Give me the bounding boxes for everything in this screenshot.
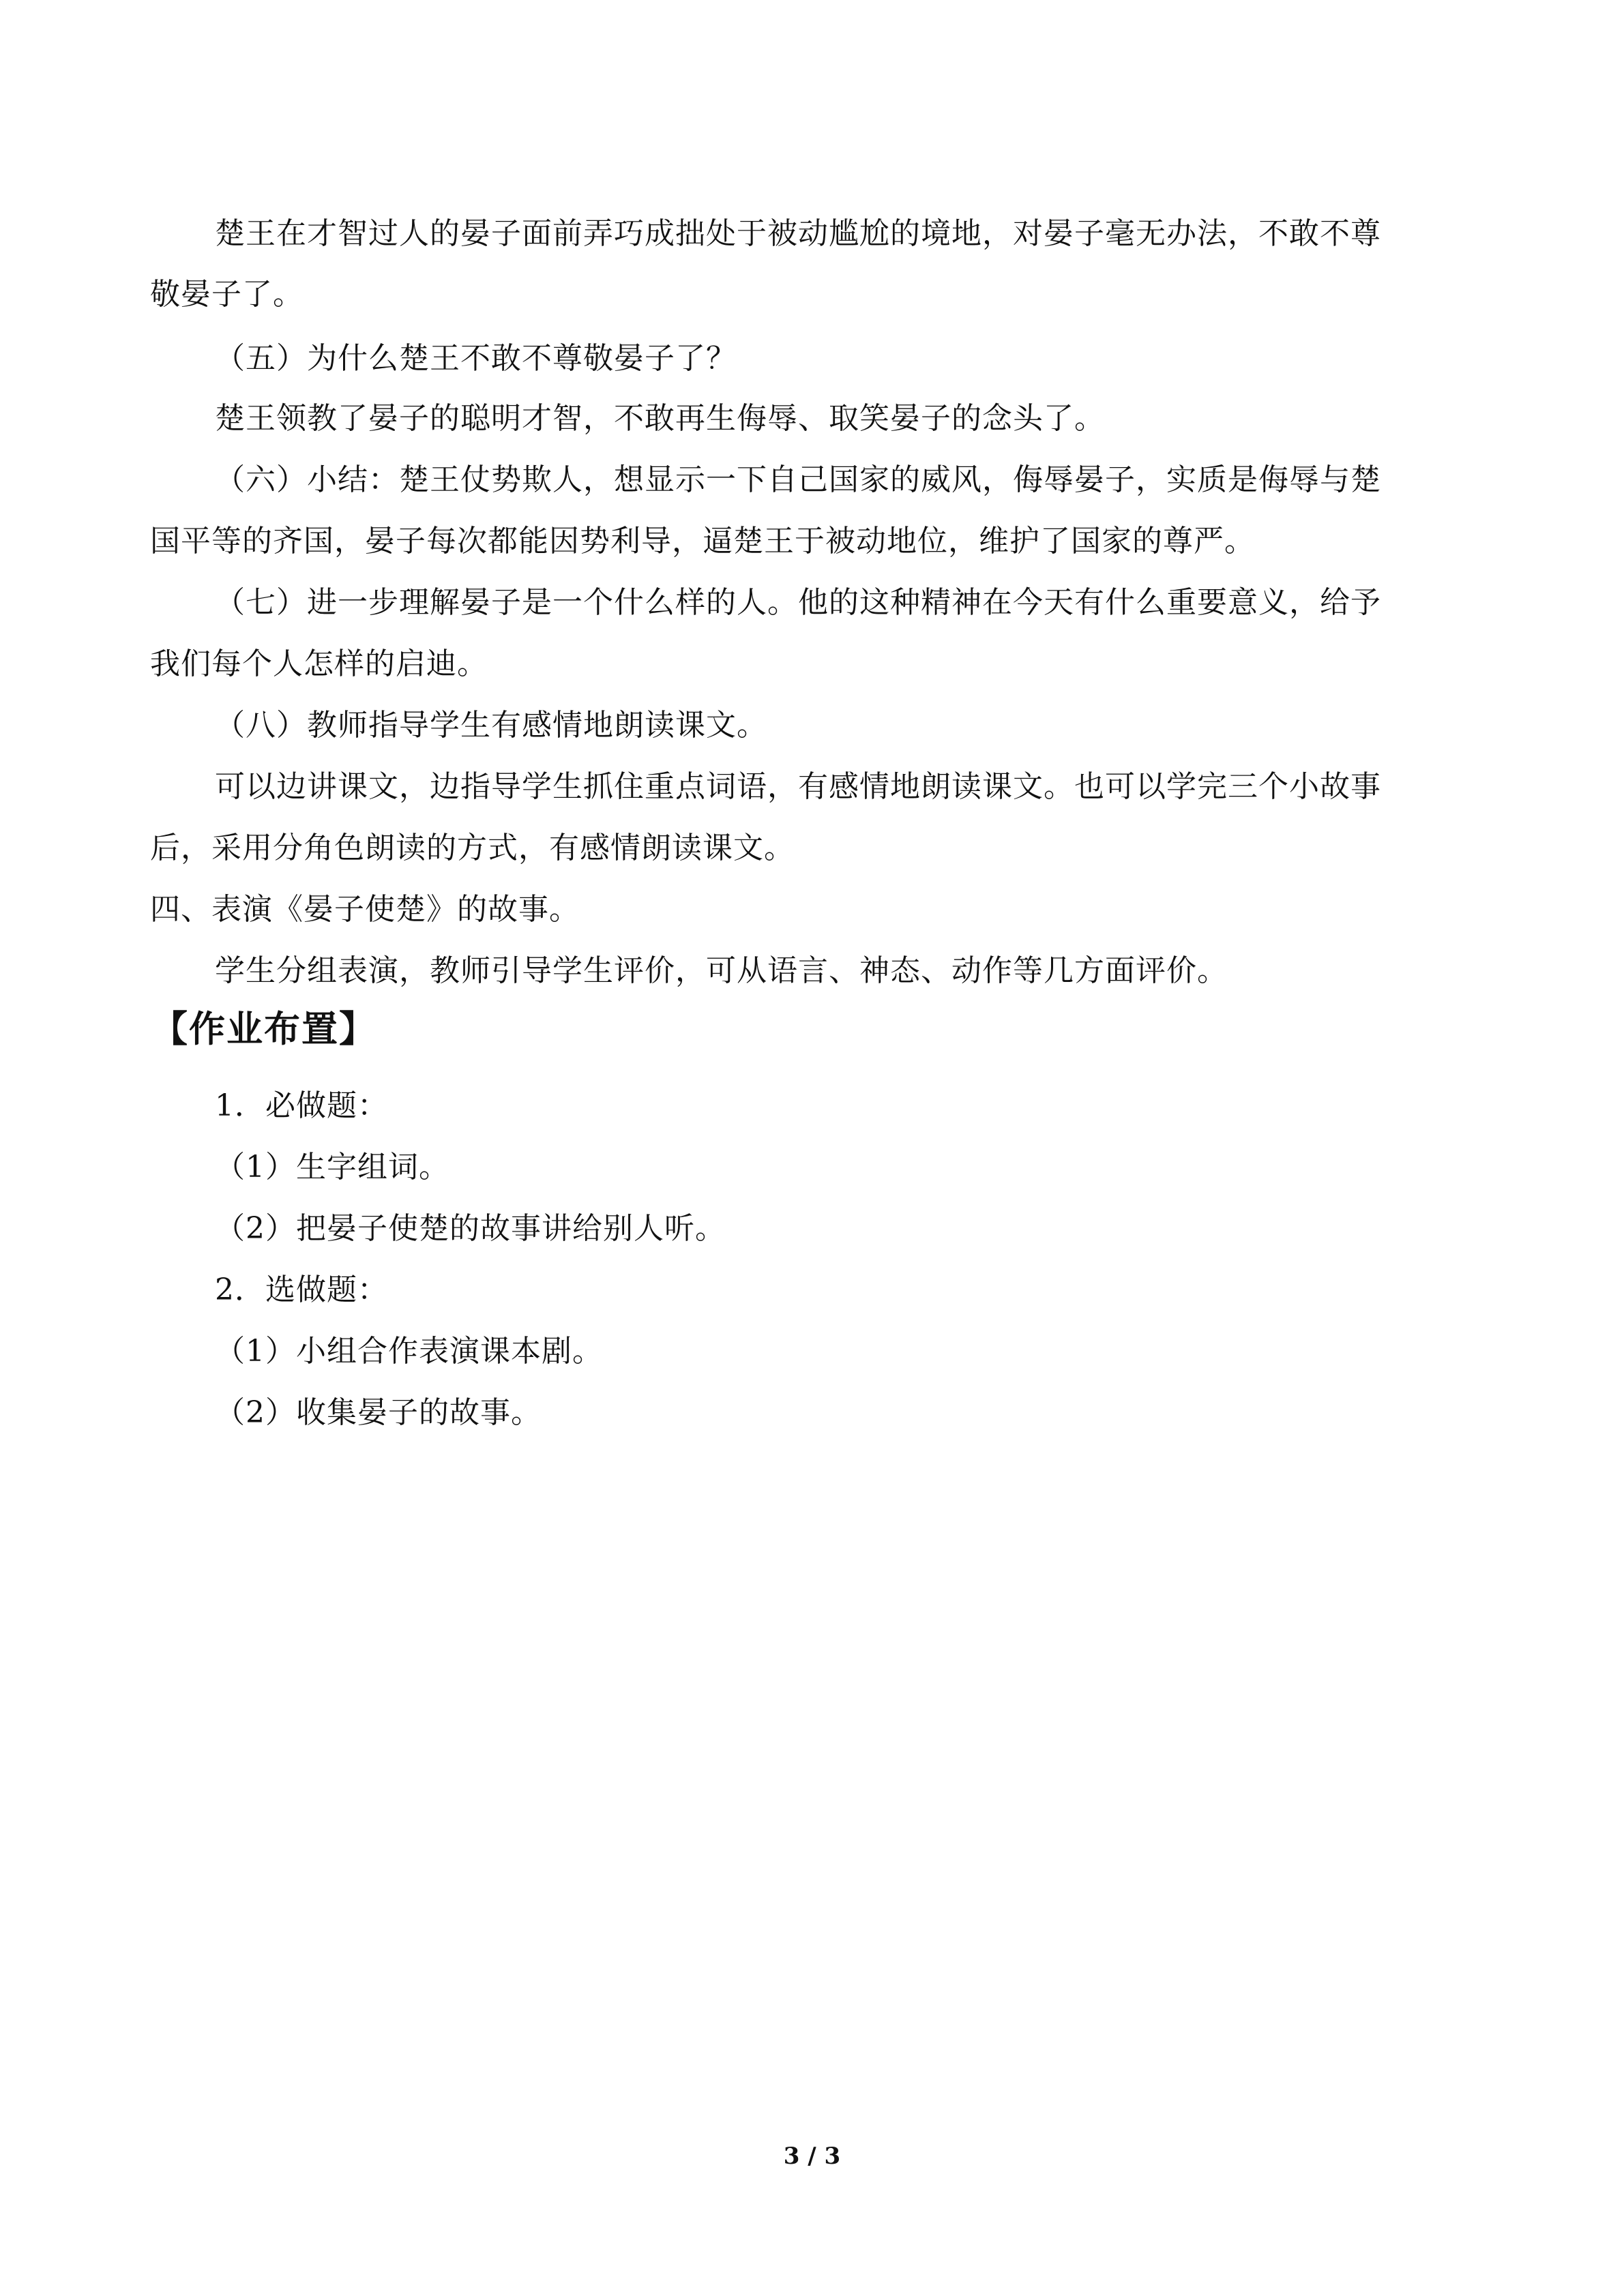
homework-item: （1）生字组词。 [215,1150,449,1184]
homework-item: （2）把晏子使楚的故事讲给别人听。 [215,1211,726,1246]
page-number: 3 / 3 [783,2143,841,2170]
paragraph-line: 后，采用分角色朗读的方式，有感情朗读课文。 [150,831,795,865]
summary-line: （六）小结：楚王仗势欺人，想显示一下自己国家的威风，侮辱晏子，实质是侮辱与楚 [215,462,1381,497]
paragraph-line: 敬晏子了。 [150,277,304,312]
question-seven: （七）进一步理解晏子是一个什么样的人。他的这种精神在今天有什么重要意义，给予 [215,585,1381,620]
paragraph-line: 楚王在才智过人的晏子面前弄巧成拙处于被动尴尬的境地，对晏子毫无办法，不敢不尊 [215,216,1381,251]
question-five: （五）为什么楚王不敢不尊敬晏子了？ [215,341,737,376]
question-eight: （八）教师指导学生有感情地朗读课文。 [215,708,767,743]
paragraph-line: 可以边讲课文，边指导学生抓住重点词语，有感情地朗读课文。也可以学完三个小故事 [215,769,1381,804]
section-heading: 四、表演《晏子使楚》的故事。 [150,892,580,927]
paragraph-line: 学生分组表演，教师引导学生评价，可从语言、神态、动作等几方面评价。 [215,953,1228,988]
homework-item: （2）收集晏子的故事。 [215,1395,542,1430]
summary-line: 国平等的齐国，晏子每次都能因势利导，逼楚王于被动地位，维护了国家的尊严。 [150,524,1255,558]
homework-required-title: 1．必做题： [215,1088,388,1123]
question-seven: 我们每个人怎样的启迪。 [150,646,488,681]
homework-optional-title: 2．选做题： [215,1272,388,1307]
answer-five: 楚王领教了晏子的聪明才智，不敢再生侮辱、取笑晏子的念头了。 [215,401,1105,436]
homework-item: （1）小组合作表演课本剧。 [215,1334,603,1369]
homework-heading: 【作业布置】 [151,1009,377,1050]
